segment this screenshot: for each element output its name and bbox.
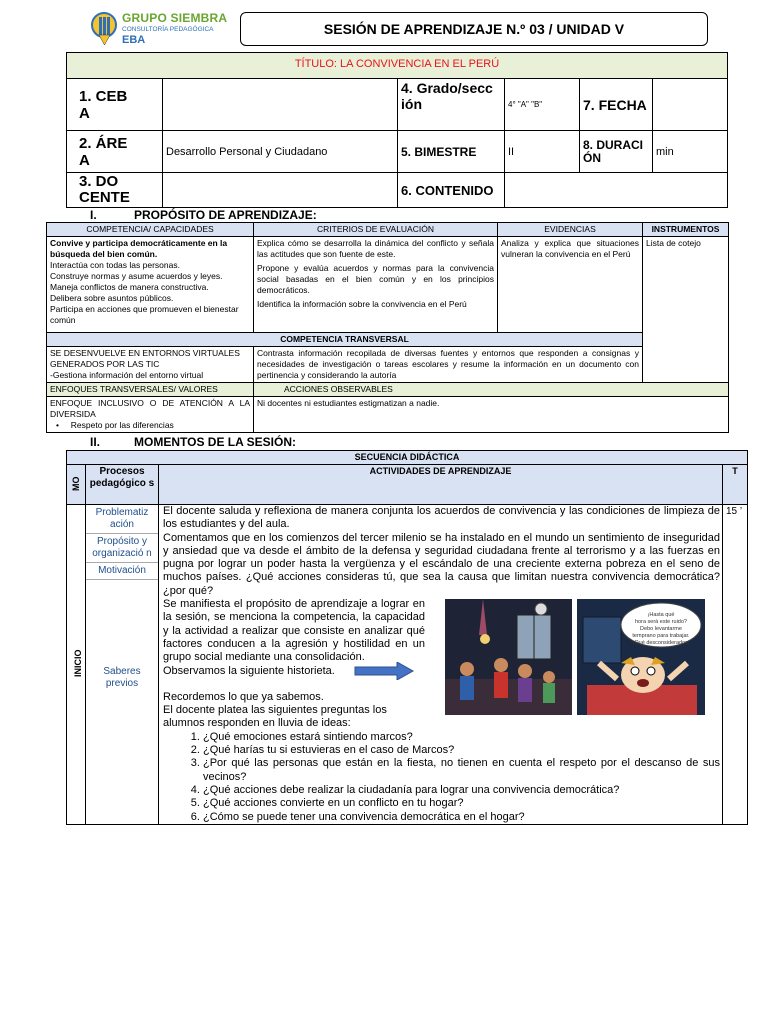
transversal-right: Contrasta información recopilada de diversas fuentes y entornos que responden a consignas y necesidades de investigación o tareas escolares y resume la información en un documento con pertinencia y considerando la autoría (254, 347, 643, 383)
para-3-wrap (163, 598, 425, 731)
speech-line: ¡Hasta qué (647, 612, 675, 618)
speech-line: temprano para trabajar. (632, 633, 690, 639)
enfoque-value: ENFOQUE INCLUSIVO O DE ATENCIÓN A LA DIVERSIDA (50, 398, 250, 419)
para-6: El docente platea las siguientes preguntas los alumnos responden en lluvia de ideas: (163, 704, 387, 730)
transversal-header: COMPETENCIA TRANSVERSAL (47, 333, 643, 347)
para-3: Se manifiesta el propósito de aprendizaje a lograr en la sesión, se menciona la competencia, la capacidad y la actividad a realizar que consiste en analizar qué factores conducen a la agresión y hostilidad en un grupo social mediante una consolidación. (163, 598, 425, 664)
actividades-cell (159, 505, 723, 825)
section-2-heading (90, 435, 296, 449)
comic-neighbor-image (577, 599, 705, 715)
grado-value: 4° "A" "B" (505, 79, 580, 131)
criterio-item: Propone y evalúa acuerdos y normas para la convivencia social basadas en el bien común y en los principios democráticos. (257, 263, 494, 295)
criterios-cell (254, 237, 498, 333)
titulo-cell (67, 53, 728, 79)
enfoque-bullet (50, 420, 250, 431)
purpose-table (46, 222, 729, 433)
section-1-num: I. (90, 208, 97, 222)
col-actividades: ACTIVIDADES DE APRENDIZAJE (159, 465, 723, 505)
para-4 (163, 665, 425, 678)
enfoque-bullet-text: Respeto por las diferencias (70, 420, 174, 430)
question-item: 6. ¿Cómo se puede tener una convivencia democrática en el hogar? (203, 811, 720, 824)
acciones-value: Ni docentes ni estudiantes estigmatizan a nadie. (254, 397, 729, 433)
moment-label: INICIO (73, 649, 83, 677)
capacidad-item: Construye normas y asume acuerdos y leyes. (50, 271, 223, 281)
docente-label: 3. DO CENTE (67, 173, 163, 208)
contenido-label: 6. CONTENIDO (398, 173, 505, 208)
speech-line: hora será este ruido? (635, 619, 687, 625)
criterio-item: Identifica la información sobre la convivencia en el Perú (257, 299, 467, 309)
col-competencia: COMPETENCIA/ CAPACIDADES (47, 223, 254, 237)
competencia-title: Convive y participa democráticamente en la búsqueda del bien común. (50, 238, 228, 259)
grado-label: 4. Grado/secc ión (398, 79, 505, 131)
para-4-text: Observamos la siguiente historieta. (163, 664, 335, 677)
col-criterios: CRITERIOS DE EVALUACIÓN (254, 223, 498, 237)
bullet-icon: • (56, 420, 59, 430)
proceso-problematizacion: Problematiz ación (86, 505, 158, 534)
contenido-value (505, 173, 728, 208)
pencil-logo-icon (90, 11, 118, 47)
col-procesos: Procesos pedagógico s (86, 465, 159, 505)
area-label: 2. ÁRE A (67, 131, 163, 173)
enfoque-cell (47, 397, 254, 433)
logo-line2: CONSULTORÍA PEDAGÓGICA (122, 26, 214, 33)
session-title-box (240, 12, 708, 46)
evidencias-cell: Analiza y explica que situaciones vulneran la convivencia en el Perú (498, 237, 643, 333)
para-5: Recordemos lo que ya sabemos. (163, 690, 324, 703)
fecha-label: 7. FECHA (580, 79, 653, 131)
col-instrumentos: INSTRUMENTOS (643, 223, 729, 237)
competencia-cell (47, 237, 254, 333)
ceba-label: 1. CEB A (67, 79, 163, 131)
para-1: El docente saluda y reflexiona de manera conjunta los acuerdos de convivencia y las condiciones de limpieza de los estudiantes y del aula. (163, 505, 720, 531)
col-mo-text: MO (71, 476, 81, 491)
comic-party-image (445, 599, 572, 715)
bimestre-label: 5. BIMESTRE (398, 131, 505, 173)
transversal-left: SE DESENVUELVE EN ENTORNOS VIRTUALES GENERADOS POR LAS TIC -Gestiona información del entorno virtual (47, 347, 254, 383)
acciones-header: ACCIONES OBSERVABLES (254, 383, 729, 397)
sequence-header: SECUENCIA DIDÁCTICA (67, 451, 748, 465)
docente-value (163, 173, 398, 208)
logo-line1: GRUPO SIEMBRA (122, 11, 228, 25)
time-cell: 15 ’ (723, 505, 748, 825)
enfoques-header: ENFOQUES TRANSVERSALES/ VALORES (47, 383, 254, 397)
proceso-saberes: Saberes previos (103, 666, 141, 689)
fecha-value (653, 79, 728, 131)
duracion-label: 8. DURACI ÓN (580, 131, 653, 173)
procesos-cell (86, 505, 159, 825)
bimestre-value: II (505, 131, 580, 173)
capacidad-item: Delibera sobre asuntos públicos. (50, 293, 174, 303)
capacidad-item: Interactúa con todas las personas. (50, 260, 180, 270)
session-title: SESIÓN DE APRENDIZAJE N.º 03 / UNIDAD V (323, 21, 625, 37)
section-1-heading (90, 208, 317, 222)
question-item: 2. ¿Qué harías tu si estuvieras en el caso de Marcos? (203, 744, 720, 757)
logo-line3: EBA (122, 34, 146, 46)
section-2-num: II. (90, 435, 101, 449)
capacidad-item: Maneja conflictos de manera constructiva. (50, 282, 209, 292)
col-t: T (723, 465, 748, 505)
arrow-right-icon (353, 662, 415, 680)
question-item: 3. ¿Por qué las personas que están en la fiesta, no tienen en cuenta el respeto por el descanso de sus vecinos? (203, 757, 720, 784)
criterio-item: Explica cómo se desarrolla la dinámica del conflicto y señala las actitudes que son fuente de este. (257, 238, 494, 259)
area-value: Desarrollo Personal y Ciudadano (163, 131, 398, 173)
moment-cell (67, 505, 86, 825)
sequence-table (66, 450, 748, 825)
logo (88, 9, 238, 49)
question-item: 4. ¿Qué acciones debe realizar la ciudadanía para lograr una convivencia democrática? (203, 784, 720, 797)
col-mo (67, 465, 86, 505)
proceso-motivacion: Motivación (86, 563, 158, 580)
proceso-proposito: Propósito y organizació n (86, 534, 158, 563)
ceba-value (163, 79, 398, 131)
question-item: 1. ¿Qué emociones estará sintiendo marcos? (203, 731, 720, 744)
speech-line: ¡Qué desconsiderados! (632, 640, 690, 646)
titulo-text: TÍTULO: LA CONVIVENCIA EN EL PERÚ (294, 57, 500, 70)
section-1-title: PROPÓSITO DE APRENDIZAJE: (134, 208, 317, 222)
section-2-title: MOMENTOS DE LA SESIÓN: (134, 435, 297, 449)
speech-line: Debo levantarme (640, 626, 682, 632)
col-evidencias: EVIDENCIAS (498, 223, 643, 237)
para-2: Comentamos que en los comienzos del tercer milenio se ha instalado en el mundo un sentimiento de inseguridad y ansiedad que va desde el ámbito de la defensa y seguridad ciudadana frente al terrorismo y a las fuerzas en pugna por lograr un poder hasta la vergüenza y el escándalo de una creciente externa pobreza en el seno de muchos países. ¿Qué acciones consideras tú, que sea la causa que limitan nuestra convivencia democrática? ¿por qué? (163, 531, 720, 597)
capacidad-item: Participa en acciones que promueven el bienestar común (50, 304, 239, 325)
question-item: 5. ¿Qué acciones convierte en un conflicto en tu hogar? (203, 797, 720, 810)
instrumentos-cell: Lista de cotejo (643, 237, 729, 383)
questions-list (163, 731, 720, 824)
duracion-value: min (653, 131, 728, 173)
info-table (66, 52, 728, 208)
